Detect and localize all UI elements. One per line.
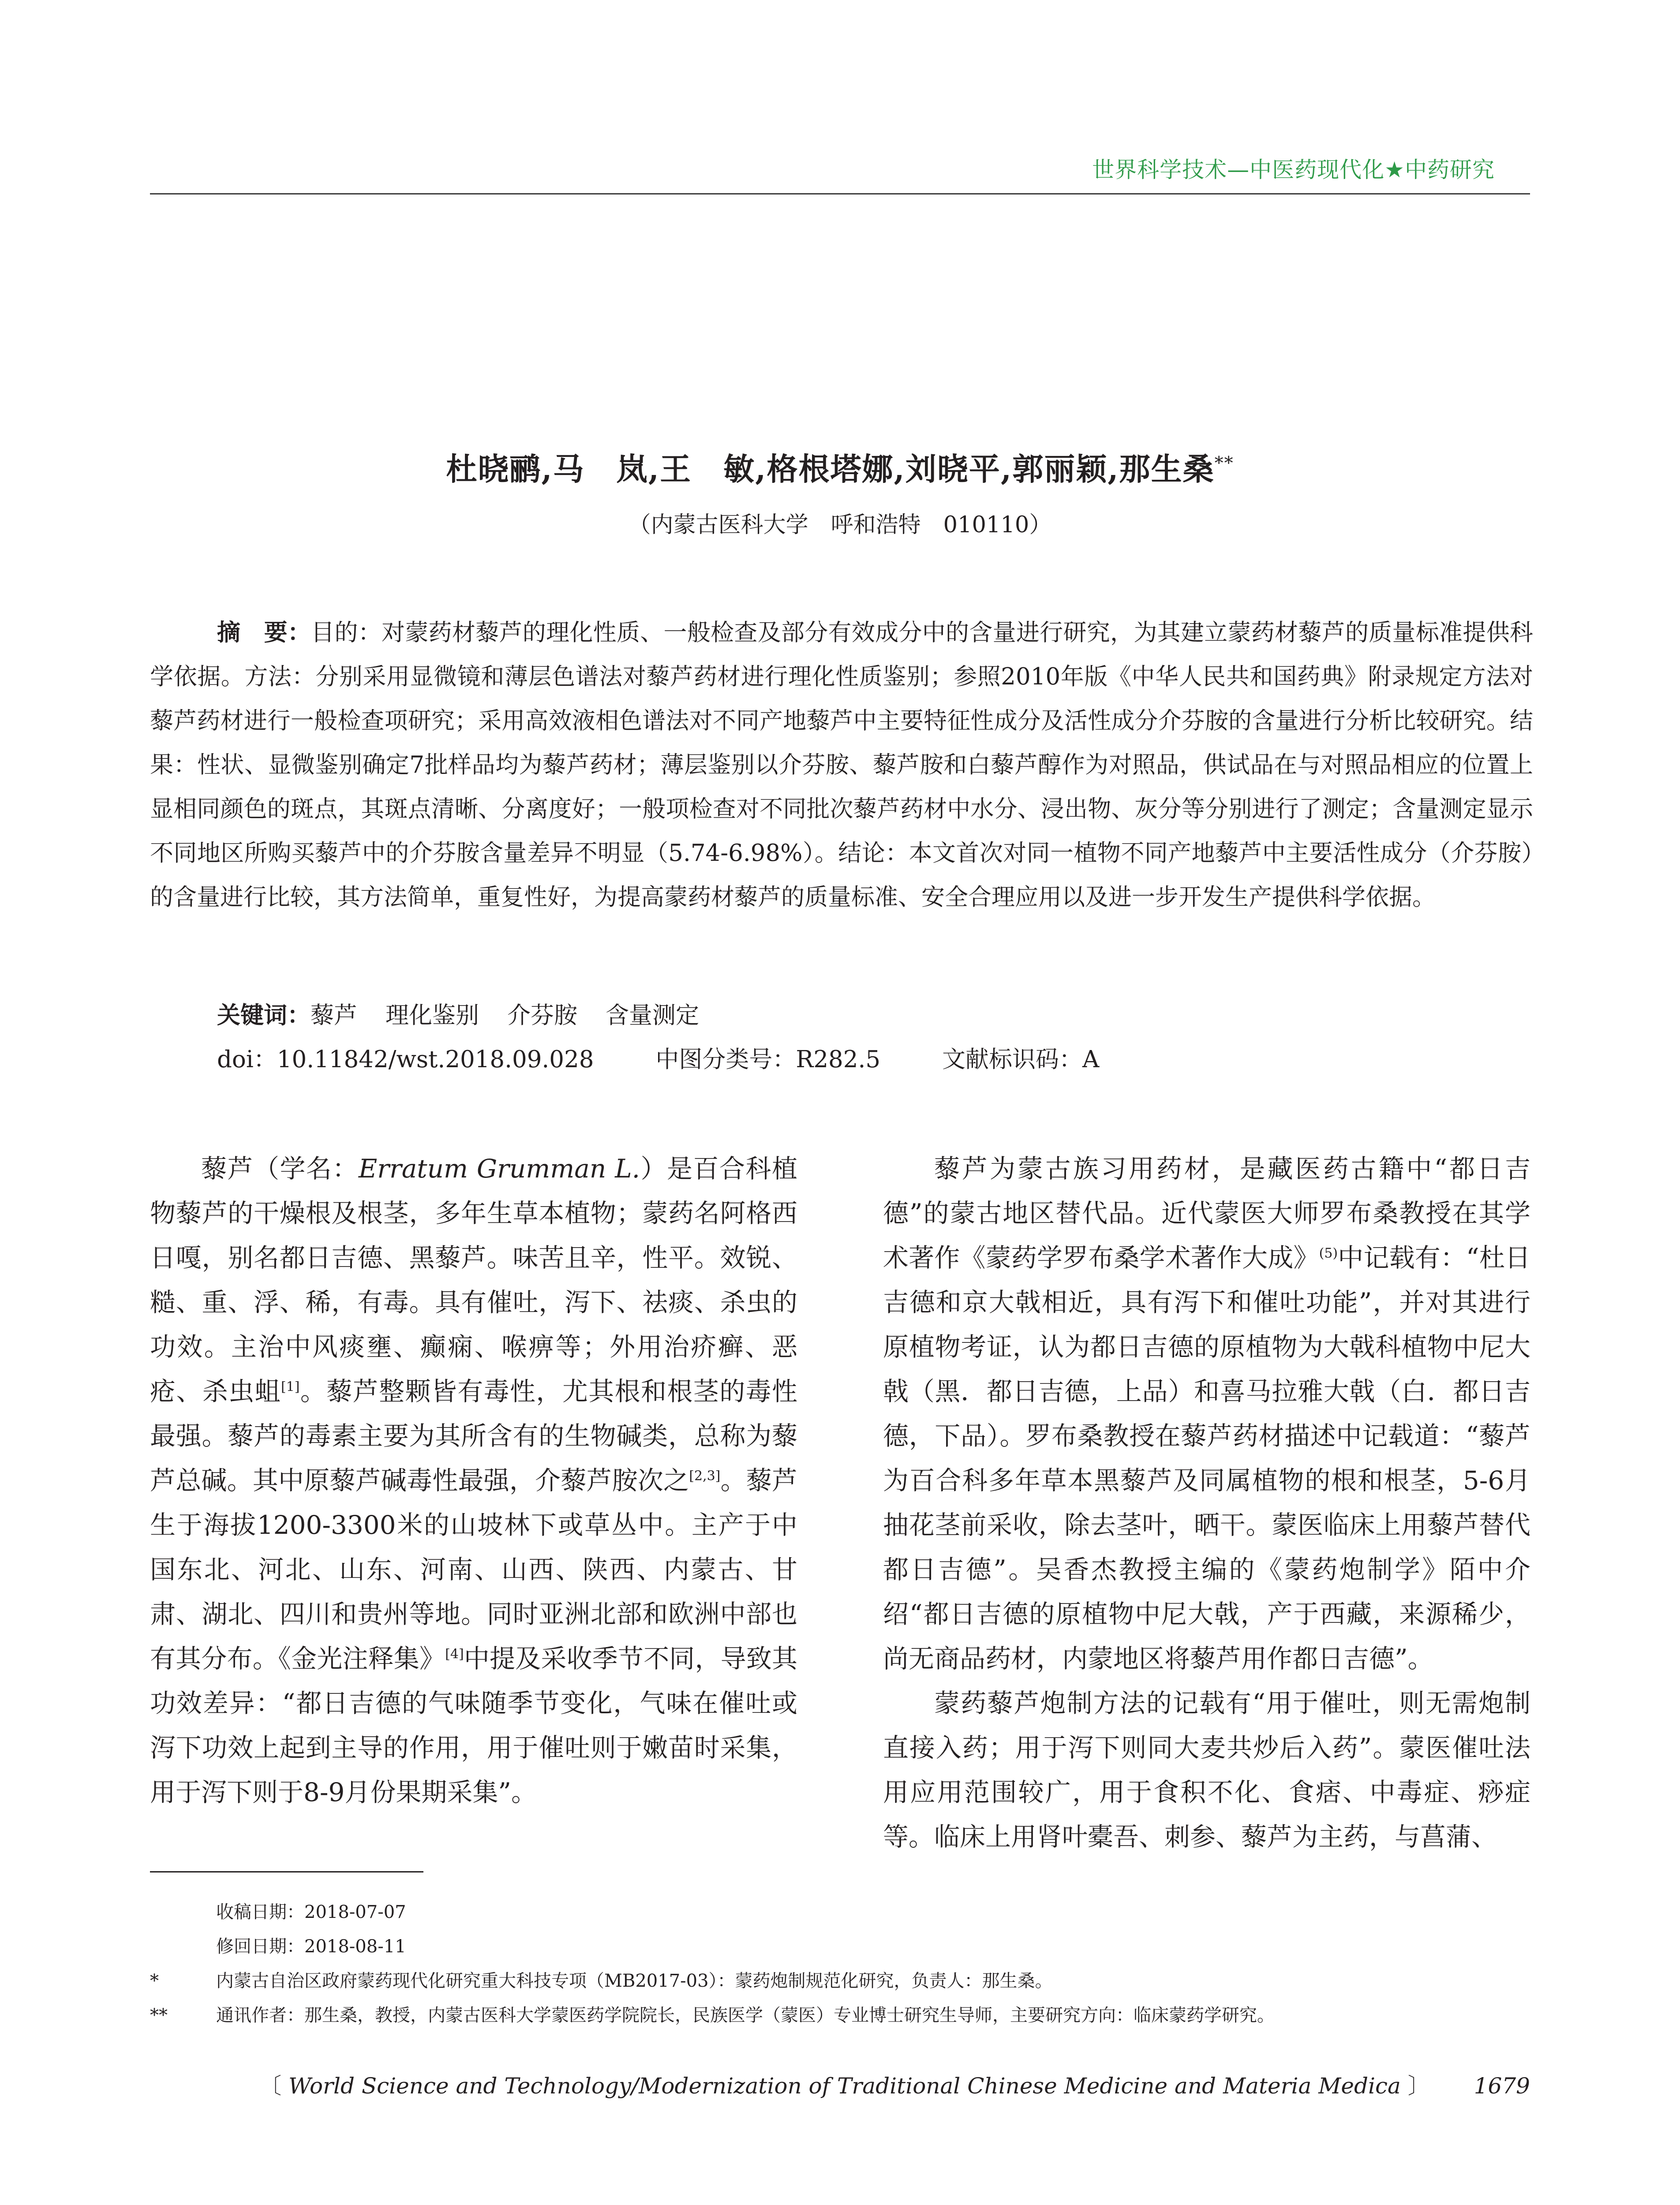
footer-bracket-close: 〕 (1407, 2073, 1430, 2099)
latin-name: Erratum Grumman L. (358, 1154, 640, 1184)
keyword: 介芬胺 (507, 1002, 577, 1029)
abstract (150, 611, 1533, 919)
author-list (0, 445, 1680, 489)
corresponding-mark: ** (1214, 453, 1234, 474)
citation[interactable]: (5) (1319, 1245, 1338, 1261)
footnote-rule (150, 1871, 423, 1872)
text-run: 中记载有：“杜日吉德和京大戟相近，具有泻下和催吐功能”，并对其进行原植物考证，认为都日吉德的原植物为大戟科植物中尼大戟（黑．都日吉德，上品）和喜马拉雅大戟（白．都日吉德，下品）。罗布桑教授在藜芦药材描述中记载道：“藜芦为百合科多年草本黑藜芦及同属植物的根和根茎，5-6月抽花茎前采收，除去茎叶，晒干。蒙医临床上用藜芦替代都日吉德”。吴香杰教授主编的《蒙药炮制学》陌中介绍“都日吉德的原植物中尼大戟，产于西藏，来源稀少，尚无商品药材，内蒙地区将藜芦用作都日吉德”。 (883, 1243, 1530, 1674)
body-paragraph (150, 1147, 797, 1815)
footnotes (150, 1895, 1535, 2033)
citation[interactable]: [2,3] (689, 1468, 721, 1484)
keywords-label: 关键词： (217, 1002, 311, 1029)
citation[interactable]: [1] (281, 1379, 300, 1395)
fund-note: 内蒙古自治区政府蒙药现代化研究重大科技专项（MB2017-03）：蒙药炮制规范化研究，负责人：那生桑。 (216, 1971, 1053, 1991)
journal-name: World Science and Technology/Modernization of Traditional Chinese Medicine and Materia Medica (288, 2073, 1401, 2099)
keywords (217, 997, 727, 1030)
text-run: 中提及采收季节不同，导致其功效差异：“都日吉德的气味随季节变化，气味在催吐或泻下功效上起到主导的作用，用于催吐则于嫩苗时采集，用于泻下则于8-9月份果期采集”。 (150, 1644, 797, 1807)
received-date: 收稿日期：2018-07-07 (216, 1902, 406, 1922)
body-paragraph (883, 1147, 1530, 1681)
author-names: 杜晓鹂,马 岚,王 敏,格根塔娜,刘晓平,郭丽颖,那生桑 (446, 451, 1215, 487)
text-run: 藜芦（学名： (201, 1154, 359, 1184)
doi[interactable]: doi：10.11842/wst.2018.09.028 (217, 1046, 594, 1073)
corresponding-author-note: 通讯作者：那生桑，教授，内蒙古医科大学蒙医药学院院长，民族医学（蒙医）专业博士研究生导师，主要研究方向：临床蒙药学研究。 (216, 2005, 1275, 2026)
body-column-right (883, 1147, 1530, 1859)
body-paragraph: 蒙药藜芦炮制方法的记载有“用于催吐，则无需炮制直接入药；用于泻下则同大麦共炒后入药”。蒙医催吐法用应用范围较广，用于食积不化、食痞、中毒症、痧症等。临床上用肾叶橐吾、刺参、藜芦为主药，与菖蒲、 (883, 1688, 1530, 1852)
page-number: 1679 (1474, 2073, 1530, 2099)
text-run: 。藜芦生于海拔1200-3300米的山坡林下或草丛中。主产于中国东北、河北、山东、河南、山西、陕西、内蒙古、甘肃、湖北、四川和贵州等地。同时亚洲北部和欧洲中部也有其分布。《金光注释集》 (150, 1465, 797, 1674)
abstract-text: 目的：对蒙药材藜芦的理化性质、一般检查及部分有效成分中的含量进行研究，为其建立蒙药材藜芦的质量标准提供科学依据。方法：分别采用显微镜和薄层色谱法对藜芦药材进行理化性质鉴别；参照2010年版《中华人民共和国药典》附录规定方法对藜芦药材进行一般检查项研究；采用高效液相色谱法对不同产地藜芦中主要特征性成分及活性成分介芬胺的含量进行分析比较研究。结果：性状、显微鉴别确定7批样品均为藜芦药材；薄层鉴别以介芬胺、藜芦胺和白藜芦醇作为对照品，供试品在与对照品相应的位置上显相同颜色的斑点，其斑点清晰、分离度好；一般项检查对不同批次藜芦药材中水分、浸出物、灰分等分别进行了测定；含量测定显示不同地区所购买藜芦中的介芬胺含量差异不明显（5.74-6.98%）。结论：本文首次对同一植物不同产地藜芦中主要活性成分（介芬胺）的含量进行比较，其方法简单，重复性好，为提高蒙药材藜芦的质量标准、安全合理应用以及进一步开发生产提供科学依据。 (150, 619, 1534, 911)
keyword: 含量测定 (606, 1002, 699, 1029)
fund-mark: * (150, 1971, 159, 1991)
running-head: 世界科学技术—中医药现代化★中药研究 (1092, 157, 1495, 183)
keyword: 藜芦 (311, 1002, 357, 1029)
corresponding-mark-note: ** (150, 2005, 168, 2026)
page-footer (259, 2068, 1530, 2100)
header-rule (150, 193, 1530, 194)
text-run: 。藜芦整颗皆有毒性，尤其根和根茎的毒性最强。藜芦的毒素主要为其所含有的生物碱类，总称为藜芦总碱。其中原藜芦碱毒性最强，介藜芦胺次之 (150, 1376, 797, 1495)
revised-date: 修回日期：2018-08-11 (216, 1936, 406, 1957)
affiliation: （内蒙古医科大学 呼和浩特 010110） (628, 512, 1052, 538)
text-run: ）是百合科植物藜芦的干燥根及根茎，多年生草本植物；蒙药名阿格西日嘎，别名都日吉德、黑藜芦。味苦且辛，性平。效锐、糙、重、浮、稀，有毒。具有催吐，泻下、祛痰、杀虫的功效。主治中风痰壅、癫痫、喉痹等；外用治疥癣、恶疮、杀虫蛆 (150, 1154, 797, 1406)
citation[interactable]: [4] (445, 1646, 464, 1662)
abstract-label: 摘 要： (217, 619, 311, 646)
text-run: 藜芦为蒙古族习用药材，是藏医药古籍中“都日吉德”的蒙古地区替代品。近代蒙医大师罗布桑教授在其学术著作《蒙药学罗布桑学术著作大成》 (883, 1154, 1530, 1273)
article-meta (217, 1041, 1099, 1074)
document-code: 文献标识码：A (942, 1046, 1100, 1073)
clc-number: 中图分类号：R282.5 (655, 1046, 881, 1073)
body-column-left (150, 1147, 797, 1815)
footer-bracket-open: 〔 (259, 2073, 282, 2099)
keyword: 理化鉴别 (385, 1002, 479, 1029)
